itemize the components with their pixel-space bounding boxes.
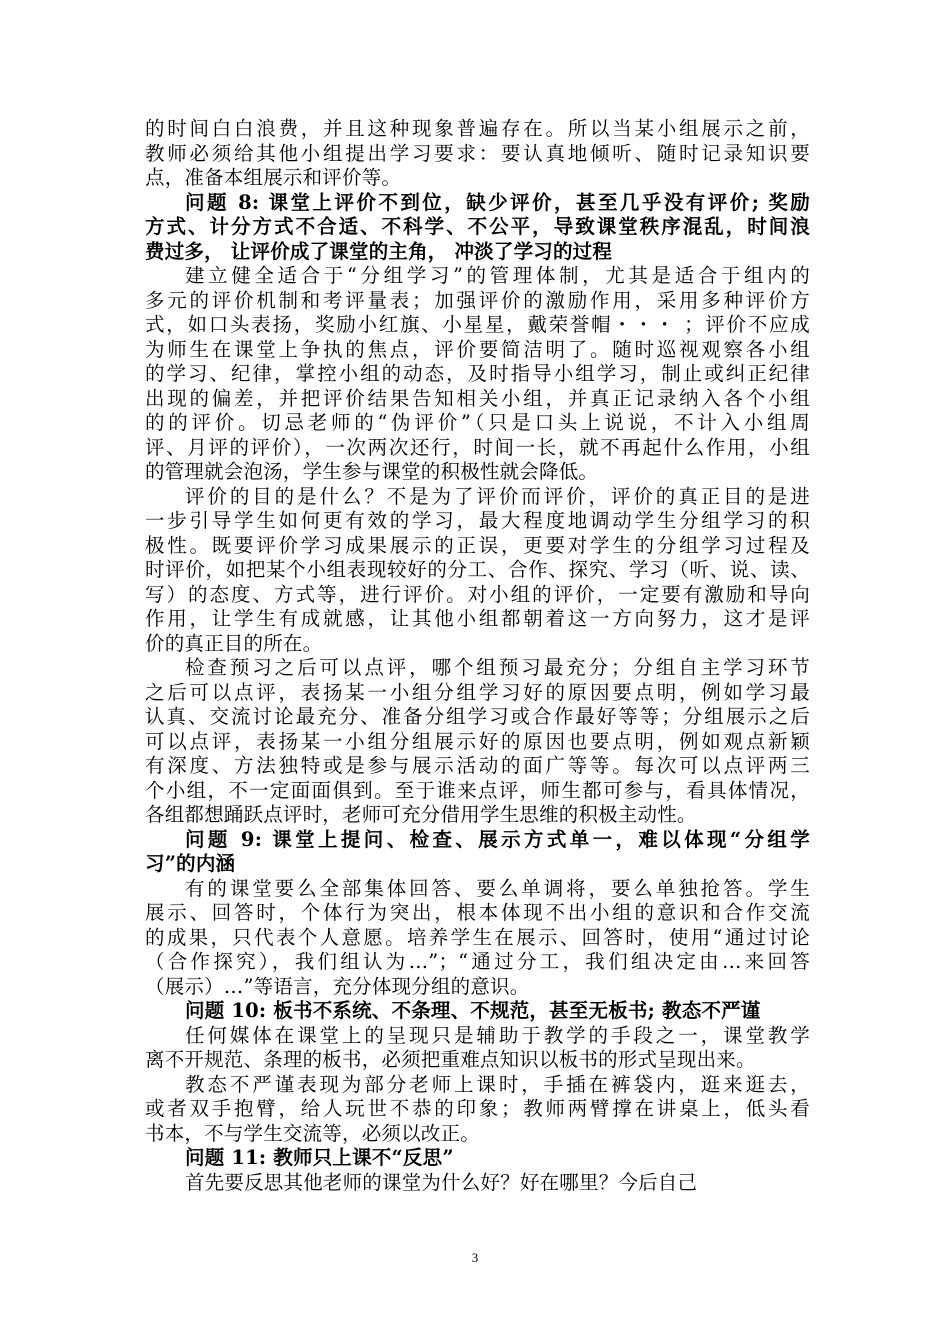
text-line: 为师生在课堂上争执的焦点，评价要简洁明了。随时巡视观察各小组	[145, 337, 810, 361]
text-line: 极性。既要评价学习成果展示的正误，更要对学生的分组学习过程及	[145, 533, 810, 557]
text-line: （合作探究），我们组认为…”；“通过分工，我们组决定由…来回答	[145, 950, 810, 973]
text-line: 或者双手抱臂，给人玩世不恭的印象；教师两臂撑在讲桌上，低头看	[145, 1097, 810, 1120]
text-line: 书本，不与学生交流等，必须以改正。	[145, 1121, 480, 1145]
section-heading-problem-8: 问题 8: 课堂上评价不到位，缺少评价，甚至几乎没有评价; 奖励	[185, 190, 810, 214]
text-line: 多元的评价机制和考评量表；加强评价的激励作用，采用多种评价方	[145, 288, 810, 312]
text-line: 可以点评，表扬某一小组分组展示好的原因也要点明，例如观点新颖	[145, 729, 810, 753]
text-line: 建立健全适合于“分组学习”的管理体制，尤其是适合于组内的	[185, 264, 810, 287]
text-line: 的时间白白浪费，并且这种现象普遍存在。所以当某小组展示之前，	[145, 117, 810, 140]
text-line: 的的评价。切忌老师的“伪评价”（只是口头上说说，不计入小组周	[145, 411, 810, 434]
text-line: 式，如口头表扬，奖励小红旗、小星星，戴荣誉帽・・・ ；评价不应成	[145, 313, 810, 336]
text-line: 认真、交流讨论最充分、准备分组学习或合作最好等等；分组展示之后	[145, 705, 810, 728]
text-line: 评价的目的是什么？不是为了评价而评价，评价的真正目的是进	[185, 484, 810, 508]
text-line: 各组都想踊跃点评时，老师可充分借用学生思维的积极主动性。	[145, 803, 697, 826]
text-line: 出现的偏差，并把评价结果告知相关小组，并真正记录纳入各个小组	[145, 386, 810, 410]
section-heading-problem-8: 方式、计分方式不合适、不科学、不公平，导致课堂秩序混乱，时间浪	[145, 215, 810, 238]
text-line: （展示）…”等语言，充分体现分组的意识。	[145, 974, 530, 998]
section-heading-problem-9: 问题 9: 课堂上提问、检查、展示方式单一，难以体现“分组学	[185, 827, 810, 851]
text-line: 有深度、方法独特或是参与展示活动的面广等等。每次可以点评两三	[145, 754, 810, 777]
text-line: 展示、回答时，个体行为突出，根本体现不出小组的意识和合作交流	[145, 901, 810, 924]
section-heading-problem-10: 问题 10: 板书不系统、不条理、不规范，甚至无板书; 教态不严谨	[185, 999, 761, 1022]
document-body	[145, 117, 810, 1195]
text-line: 时评价，如把某个小组表现较好的分工、合作、探究、学习（听、说、读、	[145, 558, 810, 581]
text-line: 离不开规范、条理的板书，必须把重难点知识以板书的形式呈现出来。	[145, 1048, 756, 1071]
section-heading-problem-8: 费过多， 让评价成了课堂的主角， 冲淡了学习的过程	[145, 239, 613, 263]
text-line: 价的真正目的所在。	[145, 631, 323, 655]
text-line: 个小组，不一定面面俱到。至于谁来点评，师生都可参与，看具体情况，	[145, 778, 810, 802]
text-line: 有的课堂要么全部集体回答、要么单调将，要么单独抢答。学生	[185, 876, 810, 900]
section-heading-problem-9: 习”的内涵	[145, 852, 236, 875]
text-line: 一步引导学生如何更有效的学习，最大程度地调动学生分组学习的积	[145, 509, 810, 532]
text-line: 作用，让学生有成就感，让其他小组都朝着这一方向努力，这才是评	[145, 607, 810, 630]
text-line: 之后可以点评，表扬某一小组分组学习好的原因要点明，例如学习最	[145, 680, 810, 704]
text-line: 的成果，只代表个人意愿。培养学生在展示、回答时，使用“通过讨论	[145, 925, 810, 949]
page-number: 3	[471, 1250, 479, 1265]
text-line: 评、月评的评价），一次两次还行，时间一长，就不再起什么作用，小组	[145, 435, 810, 459]
text-line: 检查预习之后可以点评，哪个组预习最充分；分组自主学习环节	[185, 656, 810, 679]
text-line: 点，准备本组展示和评价等。	[145, 166, 402, 189]
section-heading-problem-11: 问题 11: 教师只上课不“反思”	[185, 1146, 454, 1169]
text-line: 的学习、纪律，掌控小组的动态，及时指导小组学习，制止或纠正纪律	[145, 362, 810, 385]
text-line: 的管理就会泡汤，学生参与课堂的积极性就会降低。	[145, 460, 599, 483]
text-line: 教师必须给其他小组提出学习要求：要认真地倾听、随时记录知识要	[145, 141, 810, 165]
text-line: 写）的态度、方式等，进行评价。对小组的评价，一定要有激励和导向	[145, 582, 810, 606]
text-line: 首先要反思其他老师的课堂为什么好？好在哪里？今后自己	[185, 1170, 698, 1194]
text-line: 任何媒体在课堂上的呈现只是辅助于教学的手段之一，课堂教学	[185, 1023, 810, 1047]
text-line: 教态不严谨表现为部分老师上课时，手插在裤袋内，逛来逛去，	[185, 1072, 810, 1096]
